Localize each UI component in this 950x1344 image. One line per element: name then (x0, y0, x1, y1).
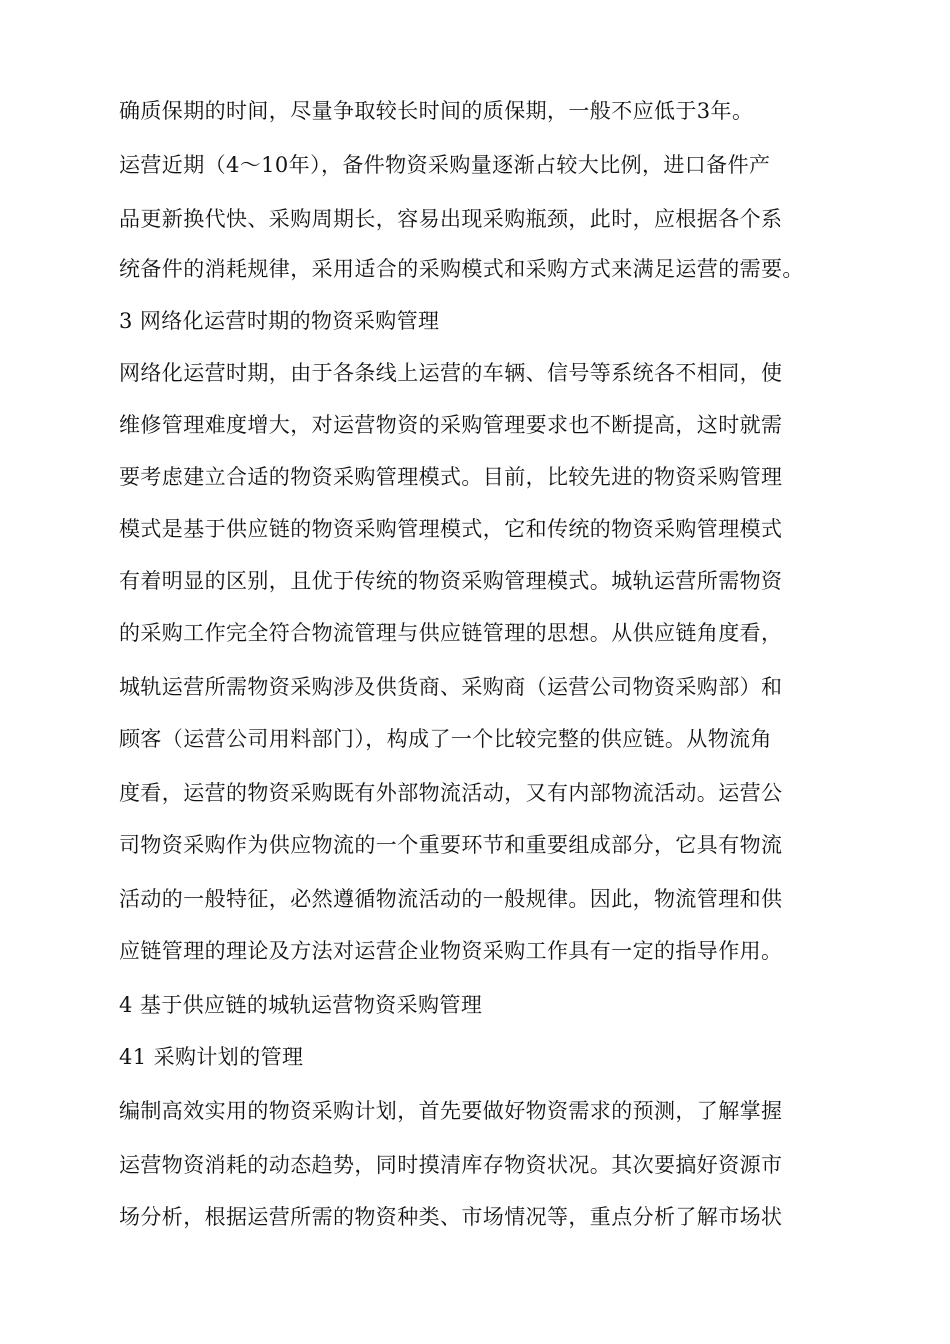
text-line: 的采购工作完全符合物流管理与供应链管理的思想。从供应链角度看， (119, 621, 783, 645)
text-line: 应链管理的理论及方法对运营企业物资采购工作具有一定的指导作用。 (119, 939, 783, 963)
text-line: 运营物资消耗的动态趋势，同时摸清库存物资状况。其次要搞好资源市 (119, 1153, 783, 1177)
text-line: 城轨运营所需物资采购涉及供货商、采购商（运营公司物资采购部）和 (119, 675, 783, 699)
text-line: 统备件的消耗规律，采用适合的采购模式和采购方式来满足运营的需要。 (119, 257, 804, 281)
section-heading: 4 基于供应链的城轨运营物资采购管理 (119, 993, 483, 1017)
text-line: 编制高效实用的物资采购计划，首先要做好物资需求的预测，了解掌握 (119, 1099, 783, 1123)
text-line: 品更新换代快、采购周期长，容易出现采购瓶颈，此时，应根据各个系 (119, 207, 783, 231)
text-line: 顾客（运营公司用料部门），构成了一个比较完整的供应链。从物流角 (119, 727, 772, 751)
text-line: 运营近期（4～10年），备件物资采购量逐渐占较大比例，进口备件产 (119, 153, 771, 177)
text-line: 网络化运营时期，由于各条线上运营的车辆、信号等系统各不相同，使 (119, 361, 783, 385)
text-line: 度看，运营的物资采购既有外部物流活动，又有内部物流活动。运营公 (119, 781, 783, 805)
text-line: 确质保期的时间，尽量争取较长时间的质保期，一般不应低于3年。 (119, 99, 754, 123)
text-line: 维修管理难度增大，对运营物资的采购管理要求也不断提高，这时就需 (119, 413, 783, 437)
text-line: 场分析，根据运营所需的物资种类、市场情况等，重点分析了解市场状 (119, 1205, 783, 1229)
text-line: 模式是基于供应链的物资采购管理模式，它和传统的物资采购管理模式 (119, 517, 783, 541)
subsection-heading: 41 采购计划的管理 (119, 1045, 304, 1069)
text-line: 司物资采购作为供应物流的一个重要环节和重要组成部分，它具有物流 (119, 833, 783, 857)
section-heading: 3 网络化运营时期的物资采购管理 (119, 309, 440, 333)
text-line: 有着明显的区别，且优于传统的物资采购管理模式。城轨运营所需物资 (119, 569, 783, 593)
text-line: 活动的一般特征，必然遵循物流活动的一般规律。因此，物流管理和供 (119, 887, 783, 911)
text-line: 要考虑建立合适的物资采购管理模式。目前，比较先进的物资采购管理 (119, 465, 783, 489)
